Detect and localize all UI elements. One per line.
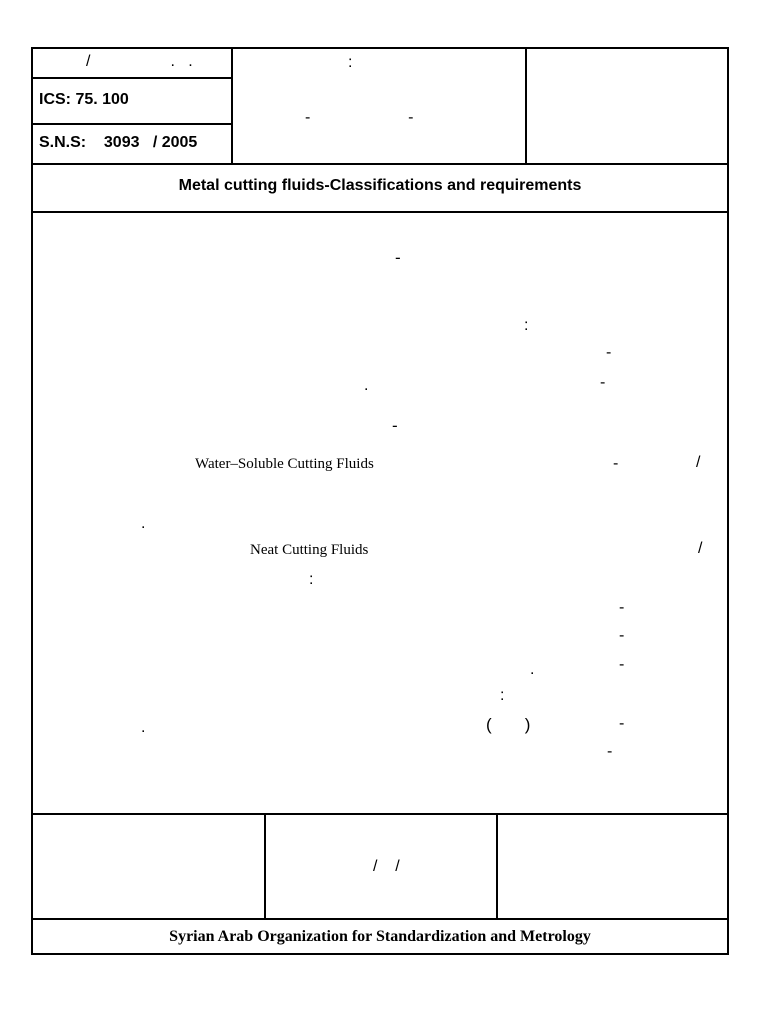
organization-name: Syrian Arab Organization for Standardization and Metrology bbox=[169, 928, 591, 945]
ics-code: ICS: 75. 100 bbox=[39, 91, 129, 108]
header-middle-colon: : bbox=[348, 54, 353, 71]
header-vdivider-2 bbox=[525, 49, 527, 164]
body-dash-4: - bbox=[392, 416, 398, 435]
body-slash-2: / bbox=[698, 540, 703, 557]
footer-vdivider-2 bbox=[496, 813, 498, 919]
body-dot-3: . bbox=[530, 661, 535, 678]
body-dot-4: . bbox=[141, 719, 146, 736]
title-bottom-rule bbox=[33, 211, 727, 213]
body-dash-5: - bbox=[613, 455, 619, 472]
footer-top-rule bbox=[33, 813, 727, 815]
body-dash-8: - bbox=[619, 656, 625, 673]
footer-bottom-rule bbox=[33, 918, 727, 920]
body-dash-9: - bbox=[619, 715, 625, 732]
body-dash-6: - bbox=[619, 599, 625, 616]
header-bottom-rule bbox=[33, 163, 727, 165]
sns-number: S.N.S: 3093 / 2005 bbox=[39, 134, 198, 151]
body-dash-10: - bbox=[607, 743, 613, 760]
header-vdivider-1 bbox=[231, 49, 233, 164]
body-dot-1: . bbox=[364, 377, 369, 394]
body-dash-2: - bbox=[606, 344, 612, 361]
body-colon-2: : bbox=[309, 571, 314, 588]
document-title: Metal cutting fluids-Classifications and requirements bbox=[178, 177, 582, 194]
body-dash-1: - bbox=[395, 248, 401, 267]
header-middle-dashes: - - bbox=[305, 109, 414, 126]
header-divider-2 bbox=[33, 123, 232, 125]
header-top-left-marks: / . . bbox=[86, 53, 193, 70]
body-dash-7: - bbox=[619, 627, 625, 644]
footer-vdivider-1 bbox=[264, 813, 266, 919]
header-divider-1 bbox=[33, 77, 232, 79]
body-dot-2: . bbox=[141, 515, 146, 532]
neat-heading: Neat Cutting Fluids bbox=[250, 542, 369, 558]
body-colon-1: : bbox=[524, 317, 529, 334]
footer-date-marks: / / bbox=[373, 858, 400, 875]
water-soluble-heading: Water–Soluble Cutting Fluids bbox=[195, 456, 374, 472]
body-parentheses: ( ) bbox=[486, 715, 531, 734]
body-dash-3: - bbox=[600, 374, 606, 391]
body-slash-1: / bbox=[696, 454, 701, 471]
body-colon-3: : bbox=[500, 687, 505, 704]
